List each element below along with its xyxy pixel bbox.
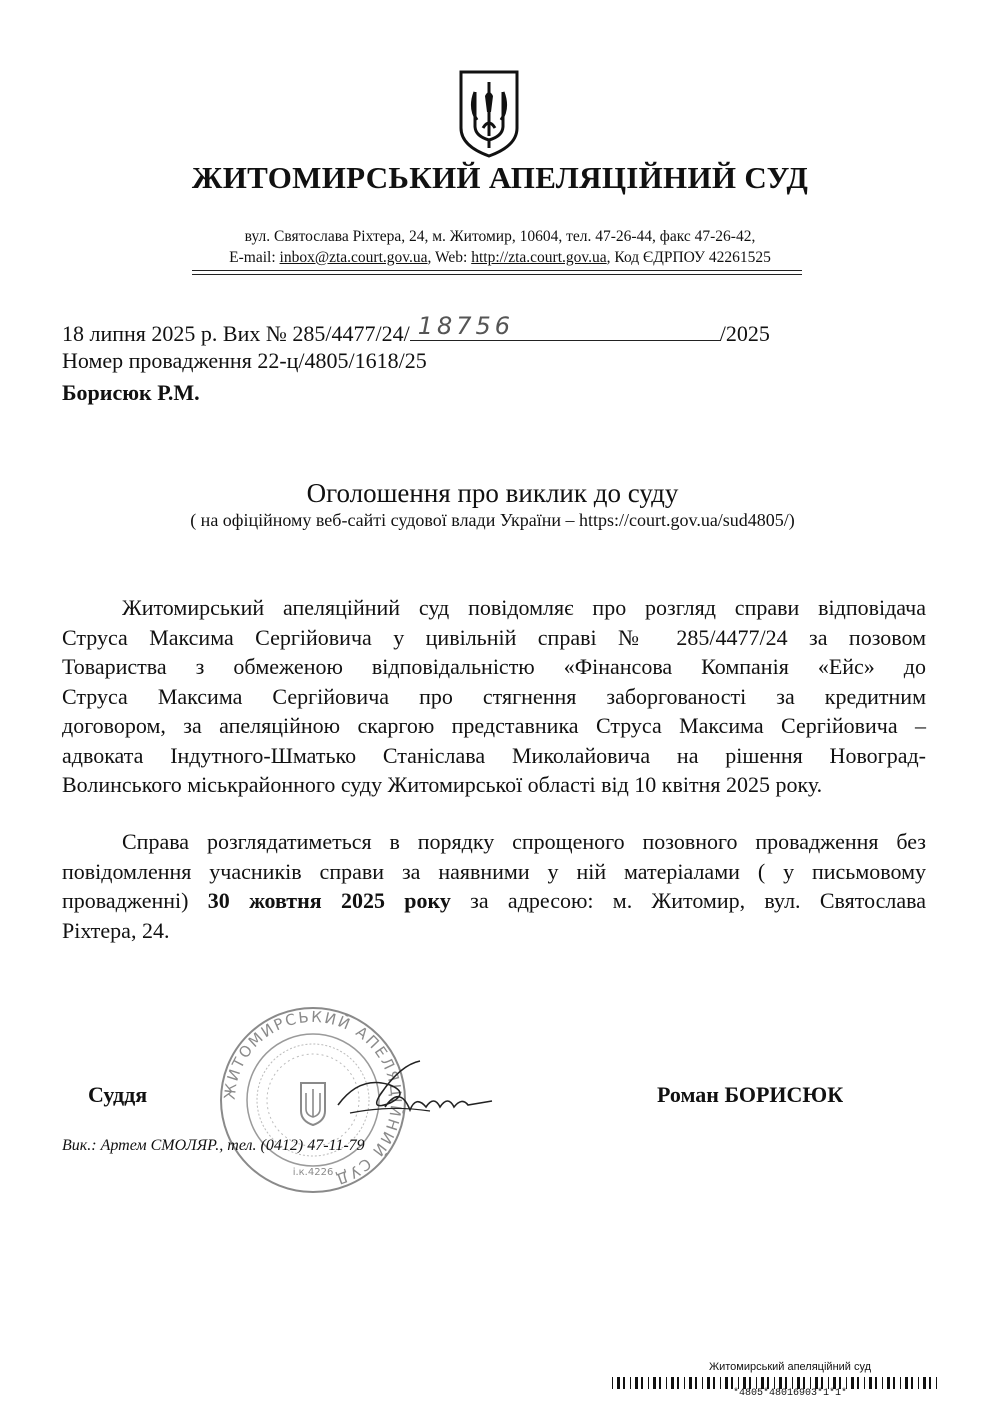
notice-paragraph-2: [62, 827, 926, 945]
email-link[interactable]: inbox@zta.court.gov.ua: [279, 249, 428, 266]
edrpou-code: , Код ЄДРПОУ 42261525: [606, 249, 771, 266]
handwritten-number-field: [410, 312, 720, 341]
paragraph-line: договором, за апеляційною скаргою представника Струса Максима Сергійовича –: [62, 713, 926, 738]
paragraph-line: Справа розглядатиметься в порядку спрощеного позовного провадження без: [122, 829, 926, 854]
paragraph-line: Житомирський апеляційний суд повідомляє про розгляд справи відповідача: [122, 595, 926, 620]
outgoing-number-line: [62, 312, 770, 347]
judge-name: Роман БОРИСЮК: [657, 1082, 844, 1107]
court-contacts: [0, 249, 1000, 267]
coat-of-arms-emblem: [455, 68, 523, 160]
hearing-text-pre: провадженні): [62, 888, 208, 913]
web-link[interactable]: http://zta.court.gov.ua: [471, 249, 607, 266]
header-divider-top: [192, 270, 802, 271]
seal-text: ЖИТОМИРСЬКИЙ АПЕЛЯЦІЙНИЙ СУД: [220, 1007, 406, 1189]
handwritten-number: 18756: [417, 312, 515, 340]
judge-handwritten-signature: [330, 1055, 500, 1130]
hearing-text-post: за адресою: м. Житомир, вул. Святослава: [450, 888, 926, 913]
paragraph-line: Волинського міськрайонного суду Житомирської області від 10 квітня 2025 року.: [62, 772, 823, 797]
notice-subtitle: ( на офіційному веб-сайті судової влади України – https://court.gov.ua/sud4805/): [190, 510, 795, 530]
judge-label: Суддя: [88, 1082, 148, 1107]
barcode-number: *4805*48016903*1*1*: [732, 1388, 848, 1399]
executor-contact: Вик.: Артем СМОЛЯР., тел. (0412) 47-11-79: [62, 1137, 365, 1154]
paragraph-line: Струса Максима Сергійовича про стягнення заборгованості за кредитним: [62, 683, 926, 709]
notice-paragraph-1: [62, 593, 926, 800]
header-divider-bottom: [192, 274, 802, 275]
seal-code: і.к.4226: [292, 1167, 334, 1178]
web-label: , Web:: [427, 249, 472, 266]
date-outgoing-prefix: 18 липня 2025 р. Вих № 285/4477/24/: [62, 321, 410, 346]
addressee: Борисюк Р.М.: [62, 380, 200, 405]
date-outgoing-suffix: /2025: [719, 321, 770, 346]
hearing-date: 30 жовтня 2025 року: [207, 888, 451, 913]
paragraph-line: Товариства з обмеженою відповідальністю «Фінансова Компанія «Ейс» до: [62, 654, 926, 679]
paragraph-line: Ріхтера, 24.: [62, 917, 170, 943]
paragraph-line: [62, 886, 926, 916]
paragraph-line: повідомлення учасників справи за наявними у ній матеріалами ( у письмовому: [62, 858, 926, 884]
paragraph-line: Струса Максима Сергійовича у цивільній справі № 285/4477/24 за позовом: [62, 624, 926, 650]
barcode-image: [612, 1376, 942, 1388]
barcode-caption: Житомирський апеляційний суд: [708, 1361, 872, 1373]
court-name-heading: ЖИТОМИРСЬКИЙ АПЕЛЯЦІЙНИЙ СУД: [191, 160, 809, 195]
email-label: E-mail:: [229, 249, 280, 266]
notice-title: Оголошення про виклик до суду: [306, 478, 679, 508]
paragraph-line: адвоката Індутного-Шматько Станіслава Миколайовича на рішення Новоград-: [62, 742, 926, 768]
court-address: вул. Святослава Ріхтера, 24, м. Житомир, 10604, тел. 47-26-44, факс 47-26-42,: [244, 228, 756, 245]
proceeding-number: Номер провадження 22-ц/4805/1618/25: [62, 348, 427, 373]
